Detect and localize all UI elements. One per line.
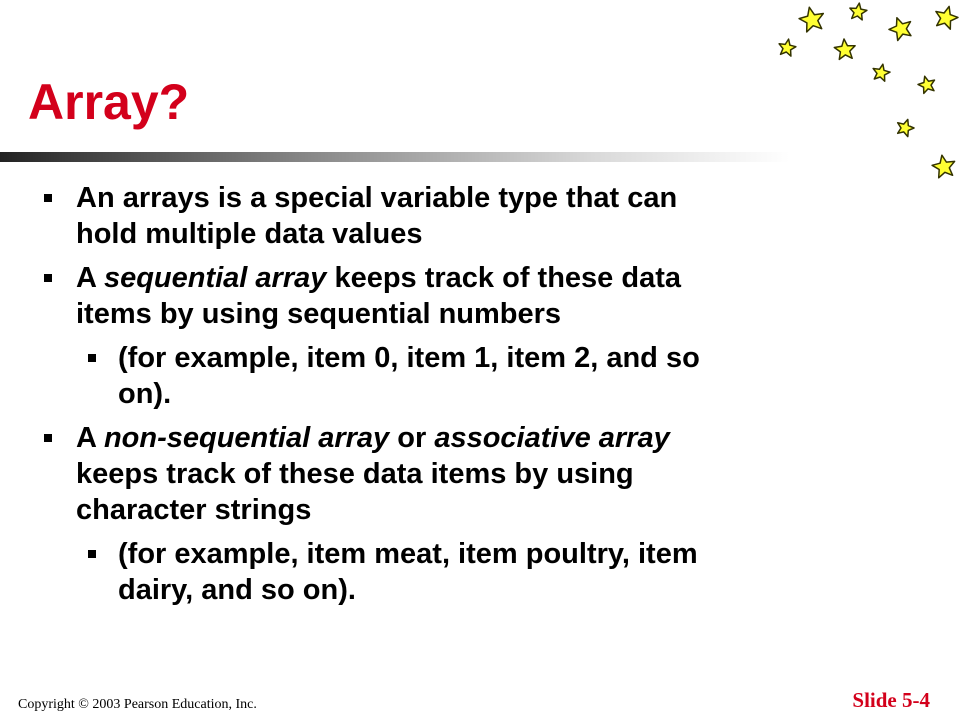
bullet-text: on). — [118, 378, 172, 410]
bullet-term: sequential array — [103, 262, 327, 294]
bullet-line — [118, 376, 818, 412]
star-icon — [779, 39, 796, 56]
bullet-line — [76, 492, 816, 528]
bullet-text: hold multiple data values — [76, 218, 423, 250]
star-icon — [932, 155, 955, 178]
stars-cluster-icon — [760, 0, 960, 200]
bullet-line — [76, 260, 816, 296]
bullet-text: or — [389, 422, 435, 454]
bullet-text: keeps track of these data — [326, 262, 681, 294]
sub-bullet-item — [118, 536, 818, 608]
bullet-text: A — [76, 422, 104, 454]
sub-bullet-item — [118, 340, 818, 412]
star-icon — [889, 18, 911, 41]
bullet-marker-icon — [44, 434, 52, 442]
bullet-line — [118, 536, 818, 572]
bullet-marker-icon — [44, 274, 52, 282]
slide-title: Array? — [28, 74, 190, 130]
star-icon — [936, 6, 958, 29]
star-icon — [918, 76, 935, 93]
bullet-item — [76, 420, 816, 528]
bullet-text: (for example, item meat, item poultry, item — [118, 538, 698, 570]
slide-number: Slide 5-4 — [852, 688, 930, 712]
bullet-item — [76, 180, 816, 252]
bullet-line — [76, 420, 816, 456]
bullet-item — [76, 260, 816, 332]
bullet-text: A — [76, 262, 104, 294]
bullet-text: items by using sequential numbers — [76, 298, 562, 330]
bullet-line — [76, 180, 816, 216]
star-icon — [850, 3, 867, 20]
bullet-line — [118, 572, 818, 608]
bullet-text: character strings — [76, 494, 312, 526]
star-icon — [873, 64, 890, 81]
bullet-term: associative array — [434, 422, 670, 454]
bullet-text: (for example, item 0, item 1, item 2, and so — [118, 342, 700, 374]
star-icon — [834, 39, 855, 59]
bullet-line — [118, 340, 818, 376]
star-icon — [799, 7, 823, 32]
copyright-footer: Copyright © 2003 Pearson Education, Inc. — [18, 697, 257, 712]
bullet-marker-icon — [88, 550, 96, 558]
bullet-line — [76, 216, 816, 252]
bullet-marker-icon — [44, 194, 52, 202]
bullet-term: non-sequential array — [103, 422, 390, 454]
title-divider — [0, 152, 790, 162]
bullet-line — [76, 296, 816, 332]
bullet-text: An arrays is a special variable type that can — [76, 182, 678, 214]
bullet-marker-icon — [88, 354, 96, 362]
bullet-line — [76, 456, 816, 492]
star-icon — [898, 119, 914, 136]
bullet-text: keeps track of these data items by using — [76, 458, 634, 490]
bullet-text: dairy, and so on). — [118, 574, 356, 606]
